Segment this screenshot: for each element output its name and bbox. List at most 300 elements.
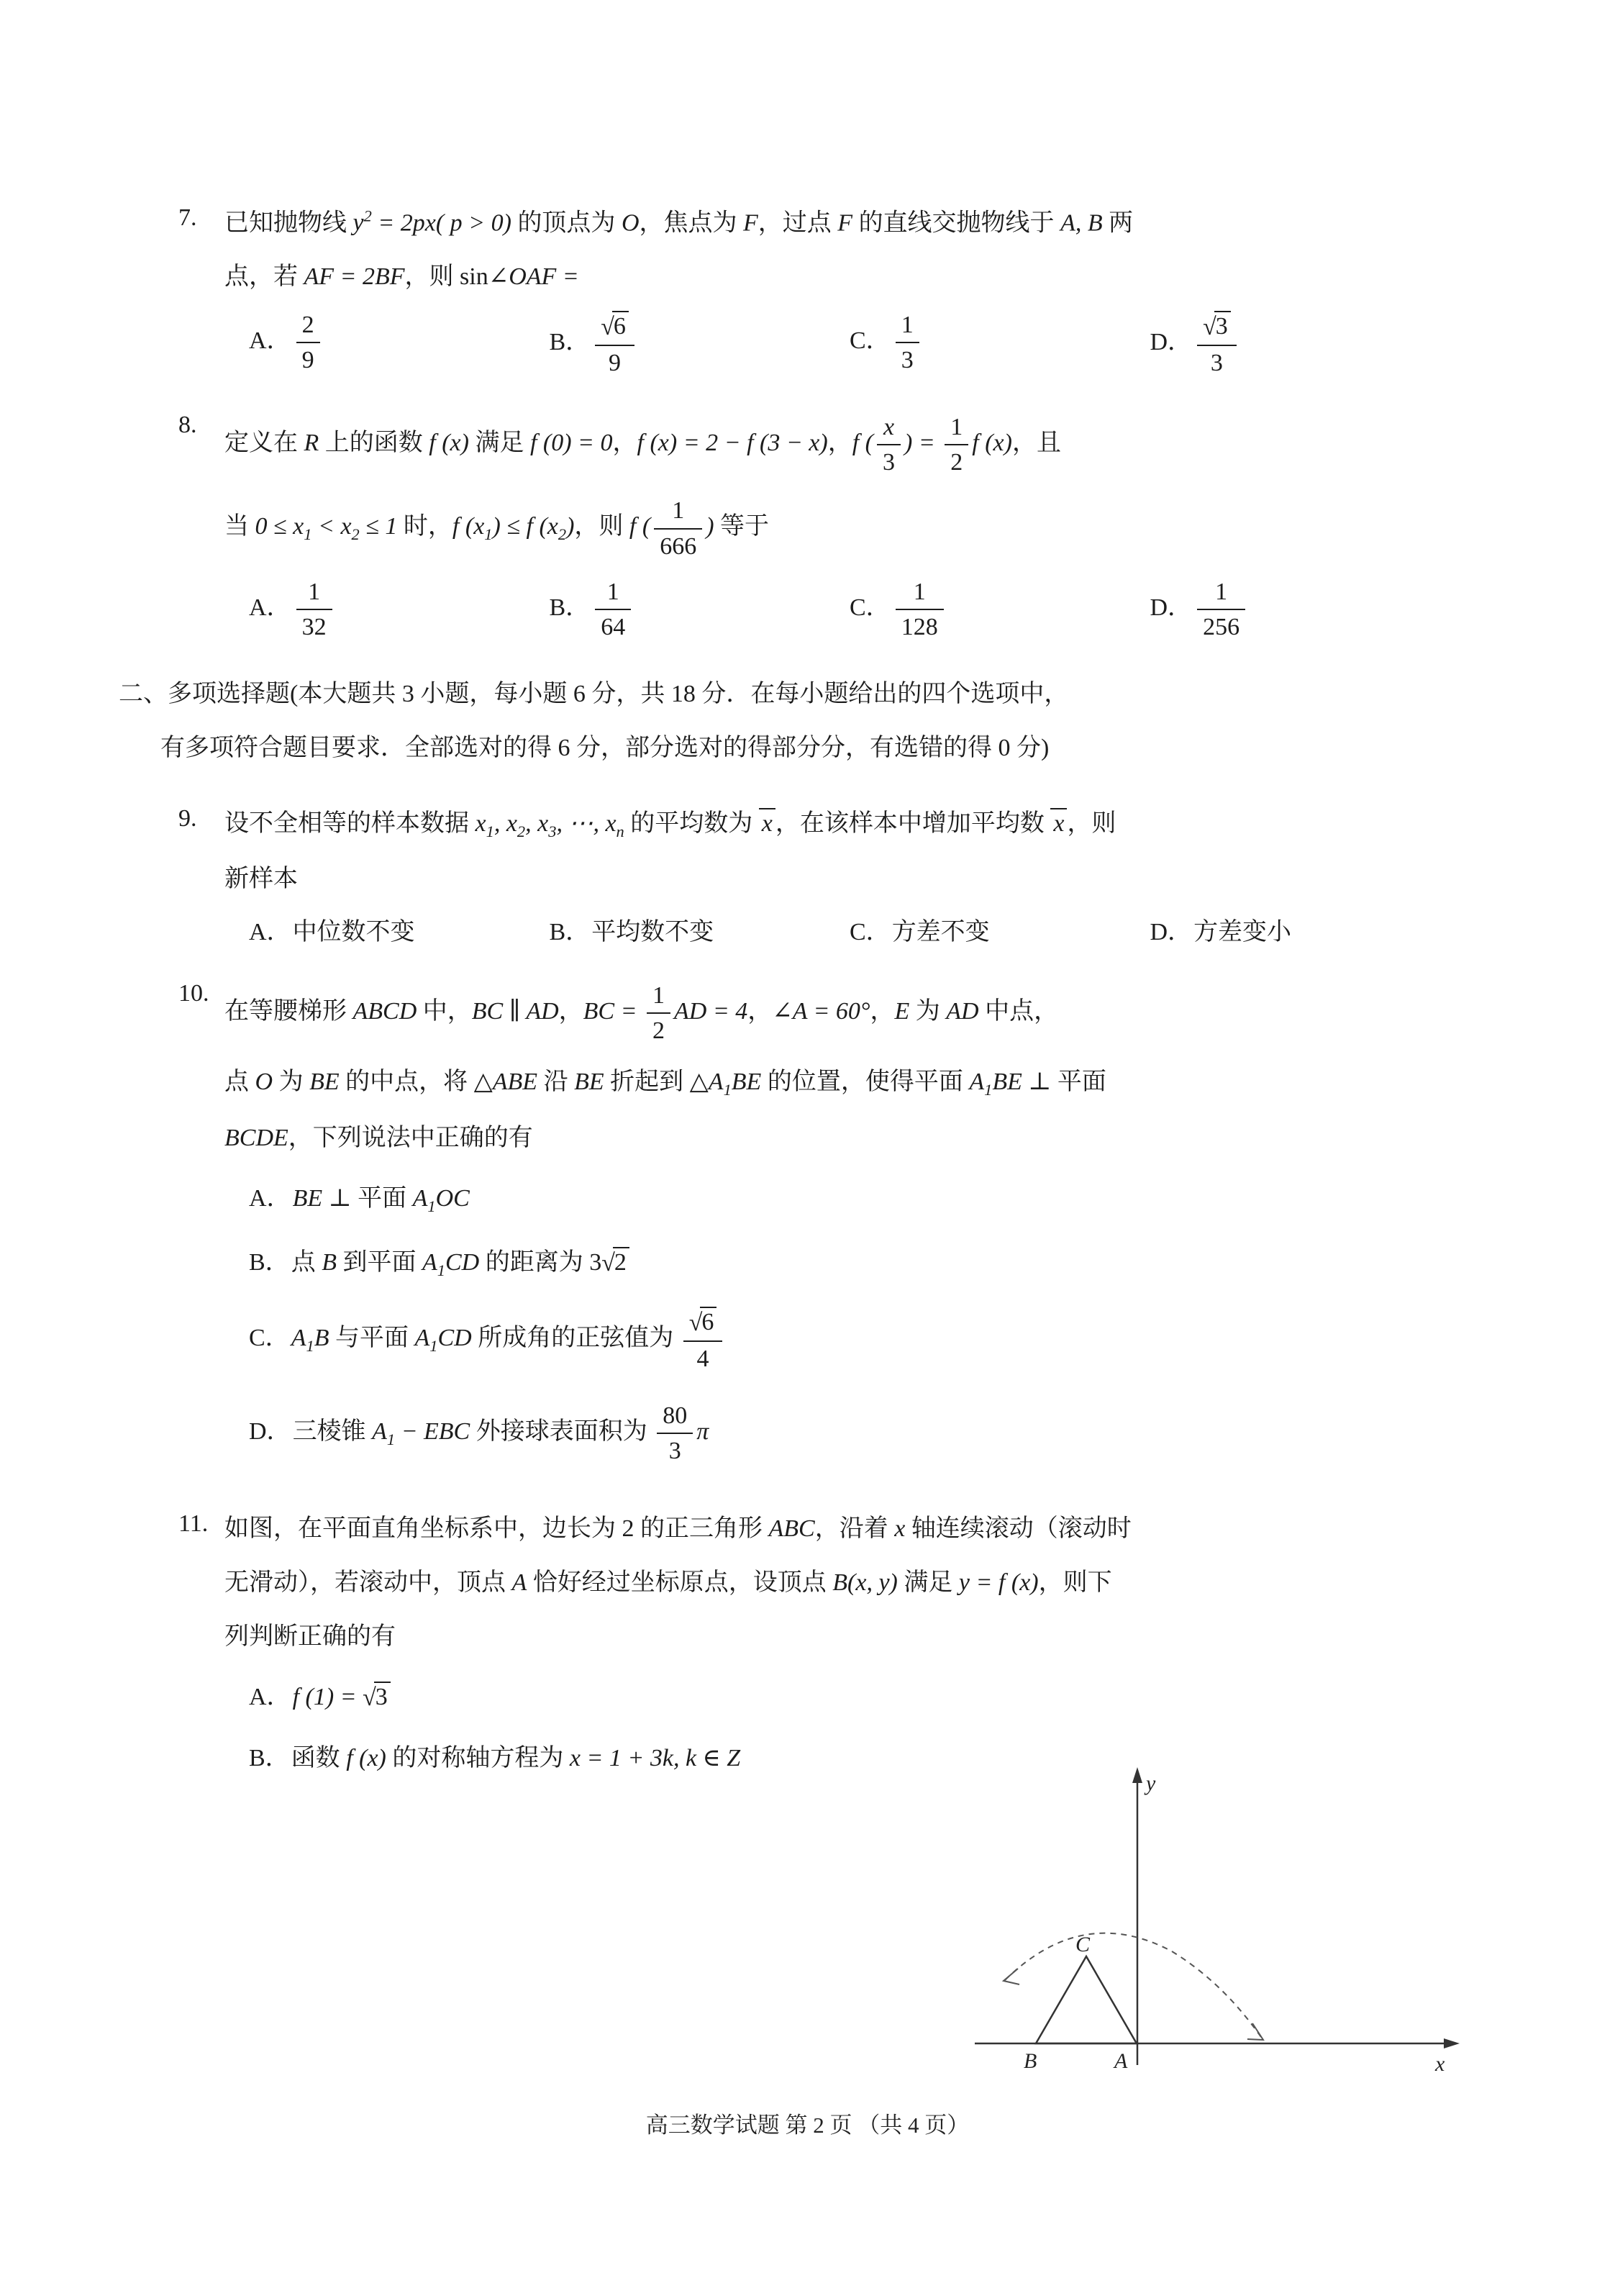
option-D	[1150, 912, 1451, 947]
fraction	[296, 576, 332, 643]
text-run: 6	[613, 313, 626, 340]
fraction	[896, 576, 944, 643]
math-subscript: $A_1$	[372, 1418, 396, 1449]
triangle	[1036, 1956, 1137, 2043]
text-run: 为	[273, 1068, 310, 1096]
rolling-arc-right	[1172, 1951, 1263, 2039]
fraction-numerator	[877, 412, 901, 445]
fraction-numerator	[945, 412, 968, 445]
option-content	[293, 919, 415, 945]
option-label: A．	[249, 919, 291, 946]
math-run: 0 ≤	[255, 513, 294, 540]
text-run: ，	[870, 998, 895, 1025]
option-content	[892, 919, 990, 945]
text-line	[224, 1111, 1450, 1165]
radicand	[374, 1682, 391, 1712]
option-label: C．	[850, 327, 891, 355]
math-run: y = f (x)	[958, 1569, 1039, 1596]
page-footer: 高三数学试题 第 2 页 （共 4 页）	[645, 2113, 970, 2138]
text-run: 9	[301, 347, 314, 374]
math-run: ≤ 1	[359, 513, 398, 540]
problem-number: 8.	[178, 412, 197, 439]
fraction-numerator	[595, 309, 634, 346]
radicand	[613, 1247, 629, 1278]
text-run: ⊥ 平面	[322, 1184, 413, 1212]
text-run: 满足	[897, 1569, 959, 1596]
text-run: 的位置，使得平面	[761, 1068, 970, 1096]
math-run: f (	[629, 513, 651, 540]
math-run: ) =	[904, 430, 942, 457]
text-run: 方差变小	[1193, 919, 1292, 946]
rolling-triangle-figure	[968, 1763, 1471, 2094]
text-run: 与平面	[329, 1325, 415, 1352]
text-run: 6	[701, 1309, 714, 1336]
text-run: 1	[652, 982, 665, 1009]
text-line	[224, 1556, 1450, 1610]
text-line	[224, 486, 1450, 570]
text-run: 1	[1215, 578, 1228, 605]
text-run: 80	[663, 1402, 688, 1430]
text-run: 3	[1215, 313, 1228, 340]
text-run: 2	[950, 449, 963, 476]
text-run: 2	[301, 312, 314, 339]
vertex-c-label: C	[1075, 1933, 1091, 1956]
text-run: 如图，在平面直角坐标系中，边长为 2 的正三角形	[224, 1515, 769, 1542]
problem-number: 11.	[178, 1510, 209, 1537]
text-run: 时，	[397, 513, 452, 540]
fraction	[1197, 309, 1237, 378]
option-label: D．	[249, 1418, 291, 1446]
y-axis-arrowhead	[1132, 1767, 1142, 1783]
math-run: − EBC	[395, 1418, 470, 1446]
text-run: 666	[660, 532, 697, 560]
math-run: f (x)	[429, 430, 469, 457]
math-run: π	[696, 1418, 709, 1446]
math-run: B	[322, 1248, 337, 1276]
option-C	[850, 576, 1150, 643]
square-root	[689, 1307, 717, 1338]
text-run: 3	[1210, 350, 1223, 377]
fraction	[654, 495, 702, 561]
math-run: f (	[452, 513, 474, 540]
fraction-numerator	[683, 1305, 723, 1342]
text-run: 的中点，将 △	[339, 1068, 493, 1096]
radicand	[1214, 311, 1231, 342]
radical-sign: √	[688, 1310, 703, 1337]
text-line	[224, 1055, 1450, 1110]
option-label: C．	[850, 919, 891, 946]
option-content	[293, 312, 324, 374]
text-run: 3	[375, 1683, 388, 1710]
text-run: 的直线交抛物线于	[852, 209, 1061, 237]
fraction	[647, 980, 670, 1046]
option-content	[291, 1248, 629, 1279]
fraction	[595, 309, 634, 378]
text-run: ⊥ 平面	[1022, 1068, 1106, 1096]
option-B	[550, 309, 850, 378]
text-line	[224, 971, 1450, 1055]
radical-sign: √	[1203, 314, 1216, 341]
math-run: BE	[574, 1068, 604, 1096]
math-subscript: $x_2$	[340, 513, 360, 544]
problem-10	[178, 971, 1450, 1479]
text-run: 的距离为 3	[479, 1248, 602, 1276]
fraction	[1197, 576, 1245, 643]
x-axis-label: x	[1435, 2052, 1445, 2076]
problem-8	[178, 403, 1450, 645]
text-run: 当	[224, 513, 255, 540]
fraction	[595, 576, 631, 643]
option-content	[892, 578, 947, 640]
option-C	[850, 912, 1150, 947]
text-run: 点，若	[224, 263, 304, 291]
problem-number: 10.	[178, 980, 209, 1007]
option-D	[1150, 576, 1451, 643]
text-run: 32	[301, 613, 327, 640]
math-run: AD = 4	[674, 998, 748, 1025]
fraction	[896, 309, 919, 376]
problem-list	[119, 196, 1450, 1807]
option-label: D．	[1150, 919, 1193, 946]
option-label: B．	[549, 329, 591, 356]
option-D	[249, 1387, 1450, 1479]
option-content	[591, 919, 714, 945]
text-run: 点	[224, 1068, 255, 1096]
option-A	[249, 912, 550, 947]
section-body	[119, 667, 1450, 775]
fraction	[683, 1305, 723, 1374]
math-run: F	[743, 209, 758, 237]
option-label: A．	[249, 1683, 291, 1710]
text-run: 1	[672, 497, 685, 525]
square-root	[363, 1682, 391, 1712]
text-run: ，且	[1011, 430, 1061, 457]
square-root	[1203, 311, 1231, 342]
stem-lines	[224, 971, 1450, 1165]
math-run: OC	[435, 1184, 470, 1212]
text-run: 1	[308, 578, 321, 605]
math-run: ,	[493, 809, 506, 837]
option-content	[291, 1745, 740, 1771]
math-run: CD	[437, 1325, 472, 1352]
option-A	[249, 1165, 1450, 1229]
fraction-denominator	[657, 1434, 693, 1466]
text-run: 沿	[537, 1068, 575, 1096]
text-run: 满足	[468, 430, 530, 457]
text-run: 9	[609, 350, 622, 377]
math-subscript: $x_2$	[506, 809, 526, 840]
option-label: A．	[249, 1184, 291, 1212]
text-run: ，	[612, 430, 637, 457]
vertex-a-label: A	[1114, 2049, 1128, 2073]
text-run: 有多项符合题目要求．全部选对的得 6 分，部分选对的得部分分，有选错的得 0 分)	[160, 734, 1050, 761]
math-run: BE	[292, 1184, 323, 1212]
math-run: f (x) = 2 − f (3 − x)	[637, 430, 828, 457]
math-run: ) ≤ f (	[492, 513, 547, 540]
text-run: 外接球表面积为	[470, 1418, 654, 1446]
problem-body	[224, 196, 1450, 381]
text-run: ，则下	[1038, 1569, 1112, 1596]
fraction-numerator	[296, 309, 320, 343]
fraction-denominator	[296, 610, 332, 643]
math-run: , ⋯,	[556, 809, 606, 837]
math-subscript: $x_n$	[605, 809, 624, 840]
options	[249, 912, 1450, 947]
text-run: ，则	[1067, 809, 1116, 837]
fraction	[296, 309, 320, 376]
text-line	[224, 852, 1450, 906]
problem-number: 7.	[178, 204, 197, 231]
option-A	[249, 309, 550, 378]
math-run: x = 1 + 3k, k ∈ Z	[569, 1745, 741, 1772]
text-run: 三棱锥	[292, 1418, 373, 1446]
text-run: ，焦点为	[639, 209, 743, 237]
text-run: 函数	[291, 1745, 347, 1772]
text-run: 64	[601, 613, 626, 640]
math-run: ABCD	[352, 998, 417, 1025]
text-line	[224, 196, 1450, 250]
text-run: 为	[909, 998, 947, 1025]
math-run: f (0) = 0	[529, 430, 613, 457]
option-content	[591, 313, 638, 377]
text-run: 1	[606, 578, 619, 605]
math-run: x	[883, 414, 895, 441]
radicand	[612, 311, 629, 342]
option-B	[550, 912, 850, 947]
fraction-numerator	[654, 495, 702, 529]
text-line	[224, 250, 1450, 304]
text-run: 的对称轴方程为	[386, 1745, 570, 1772]
text-run: 新样本	[224, 866, 298, 893]
math-run: BE	[309, 1068, 340, 1096]
math-run: BE	[992, 1068, 1022, 1096]
text-run: 2	[652, 1017, 665, 1045]
fraction-denominator	[654, 530, 702, 562]
math-subscript: $A_1$	[969, 1068, 993, 1099]
problem-11	[178, 1502, 1450, 1787]
arc-arrowhead-right	[1247, 2023, 1263, 2040]
fraction-denominator	[896, 610, 944, 643]
option-content	[1193, 919, 1291, 945]
text-run: 128	[901, 613, 938, 640]
text-run: 1	[901, 312, 914, 339]
text-line	[224, 403, 1450, 486]
mean-overbar: x	[1050, 808, 1067, 837]
math-subscript: $x_3$	[537, 809, 557, 840]
fraction-denominator	[296, 343, 320, 376]
math-subscript: $A_1$	[414, 1325, 438, 1356]
math-run: A	[511, 1569, 527, 1596]
option-label: C．	[249, 1325, 290, 1352]
fraction	[657, 1400, 693, 1466]
arc-arrowhead-left	[1004, 1969, 1019, 1984]
text-run: 轴连续滚动（滚动时	[905, 1515, 1132, 1542]
radical-sign: √	[363, 1684, 376, 1711]
text-run: 折起到 △	[604, 1068, 709, 1096]
text-run: ，	[747, 998, 773, 1025]
text-run: ，	[827, 430, 852, 457]
math-run: ∠A = 60°	[772, 998, 870, 1025]
text-run: 中点，	[978, 998, 1059, 1025]
fraction-numerator	[657, 1400, 693, 1434]
x-axis-arrowhead	[1444, 2038, 1460, 2048]
option-C	[850, 309, 1150, 378]
text-run: 1	[950, 414, 963, 441]
math-run: )	[706, 513, 714, 540]
options	[249, 576, 1450, 643]
problem-7	[178, 196, 1450, 381]
option-label: A．	[249, 594, 291, 621]
option-label: C．	[850, 594, 891, 621]
text-run: 在等腰梯形	[224, 998, 353, 1025]
math-superscript: $y^2$	[352, 207, 372, 237]
problem-body	[224, 797, 1450, 950]
problem-body	[224, 403, 1450, 645]
fraction-numerator	[1197, 576, 1245, 610]
fraction-denominator	[896, 343, 919, 376]
text-run: 恰好经过坐标原点，设顶点	[527, 1569, 833, 1596]
math-subscript: $x_2$	[547, 513, 567, 544]
fraction-numerator	[896, 309, 919, 343]
math-run: CD	[445, 1248, 480, 1276]
text-run: ，沿着	[814, 1515, 895, 1542]
text-run: 等于	[714, 513, 770, 540]
option-label: D．	[1150, 329, 1193, 356]
text-run: 3	[901, 347, 914, 374]
math-run: f (x)	[972, 430, 1012, 457]
text-run: 4	[696, 1346, 709, 1373]
fraction-denominator	[683, 1342, 723, 1374]
text-run: 3	[883, 449, 895, 476]
option-C	[249, 1292, 1450, 1387]
text-run: 两	[1102, 209, 1134, 237]
stem-lines	[224, 1502, 1450, 1664]
radicand	[700, 1307, 716, 1338]
square-root	[601, 311, 629, 342]
math-run: ABE	[492, 1068, 538, 1096]
math-run: O	[621, 209, 640, 237]
math-subscript: $A_1$	[708, 1068, 732, 1099]
text-run: 方差不变	[891, 919, 990, 946]
text-run: ，在该样本中增加平均数	[775, 809, 1051, 837]
option-label: D．	[1150, 594, 1193, 621]
stem-lines	[224, 196, 1450, 304]
text-run: 所成角的正弦值为	[471, 1325, 680, 1352]
option-A	[249, 576, 550, 643]
problem-body	[224, 971, 1450, 1479]
fraction-denominator	[647, 1014, 670, 1046]
text-run: 的平均数为	[624, 809, 759, 837]
text-run: ，过点	[758, 209, 838, 237]
fraction-denominator	[1197, 610, 1245, 643]
fraction-denominator	[877, 445, 901, 478]
text-run: 已知抛物线	[224, 209, 353, 237]
text-run: 1	[913, 578, 926, 605]
math-run: A, B	[1060, 209, 1103, 237]
option-content	[591, 578, 634, 640]
math-run: B	[314, 1325, 329, 1352]
math-run: f (x)	[346, 1745, 386, 1772]
math-subscript: $A_1$	[291, 1325, 314, 1356]
stem-lines	[224, 403, 1450, 570]
text-run: 点	[291, 1248, 322, 1276]
text-run: 256	[1203, 613, 1240, 640]
math-run: ,	[525, 809, 538, 837]
text-run: ，	[558, 998, 583, 1025]
text-run: 二、多项选择题(本大题共 3 小题，每小题 6 分，共 18 分．在每小题给出的四个选项中，	[119, 680, 1069, 707]
math-run: BCDE	[224, 1124, 288, 1151]
math-run: x	[894, 1515, 906, 1542]
option-label: A．	[249, 327, 291, 355]
text-run: 平均数不变	[591, 919, 714, 946]
radical-sign: √	[601, 314, 614, 341]
option-A	[249, 1664, 1450, 1725]
math-run: AF = 2BF	[304, 263, 405, 291]
vertex-b-label: B	[1024, 2049, 1037, 2073]
text-run: 中，	[417, 998, 472, 1025]
option-content	[293, 578, 336, 640]
option-content	[1193, 578, 1249, 640]
text-run: 上的函数	[319, 430, 429, 457]
math-run: ABC	[768, 1515, 815, 1542]
text-line	[160, 721, 1450, 775]
math-subscript: $A_1$	[422, 1248, 445, 1279]
option-content	[291, 1309, 727, 1373]
fraction-denominator	[1197, 346, 1237, 378]
fraction-numerator	[896, 576, 944, 610]
math-run: E	[894, 998, 910, 1025]
math-subscript: $x_1$	[473, 513, 493, 544]
options	[249, 1165, 1450, 1480]
math-run: = 2px( p > 0)	[371, 209, 518, 237]
option-content	[292, 1184, 470, 1215]
option-B	[550, 576, 850, 643]
text-run: 设不全相等的样本数据	[224, 809, 476, 837]
mean-overbar: x	[759, 808, 775, 837]
problem-number: 9.	[178, 804, 197, 832]
option-content	[293, 1684, 391, 1710]
stem-lines	[224, 797, 1450, 906]
math-subscript: $x_1$	[293, 513, 312, 544]
option-label: B．	[249, 1248, 290, 1276]
text-run: 的顶点为	[517, 209, 622, 237]
math-run: AD	[946, 998, 979, 1025]
math-subscript: $x_1$	[475, 809, 494, 840]
option-content	[892, 312, 923, 374]
text-run: ，则	[574, 513, 629, 540]
fraction-numerator	[595, 576, 631, 610]
problem-9	[178, 797, 1450, 950]
text-run: ，下列说法中正确的有	[288, 1124, 533, 1151]
text-line	[119, 667, 1450, 721]
text-run: 到平面	[336, 1248, 422, 1276]
text-line	[224, 797, 1450, 852]
math-run: )	[566, 513, 575, 540]
option-content	[292, 1402, 709, 1465]
fraction-numerator	[296, 576, 332, 610]
stem-lines	[119, 667, 1450, 775]
fraction-denominator	[595, 346, 634, 378]
section-header	[119, 667, 1450, 775]
math-run: BC ∥ AD	[471, 998, 559, 1025]
math-run: BE	[731, 1068, 762, 1096]
y-axis-label: y	[1146, 1771, 1156, 1795]
math-run: R	[304, 430, 319, 457]
option-label: B．	[549, 919, 591, 946]
option-B	[249, 1229, 1450, 1293]
text-run: 列判断正确的有	[224, 1623, 396, 1650]
fraction-numerator	[647, 980, 670, 1014]
